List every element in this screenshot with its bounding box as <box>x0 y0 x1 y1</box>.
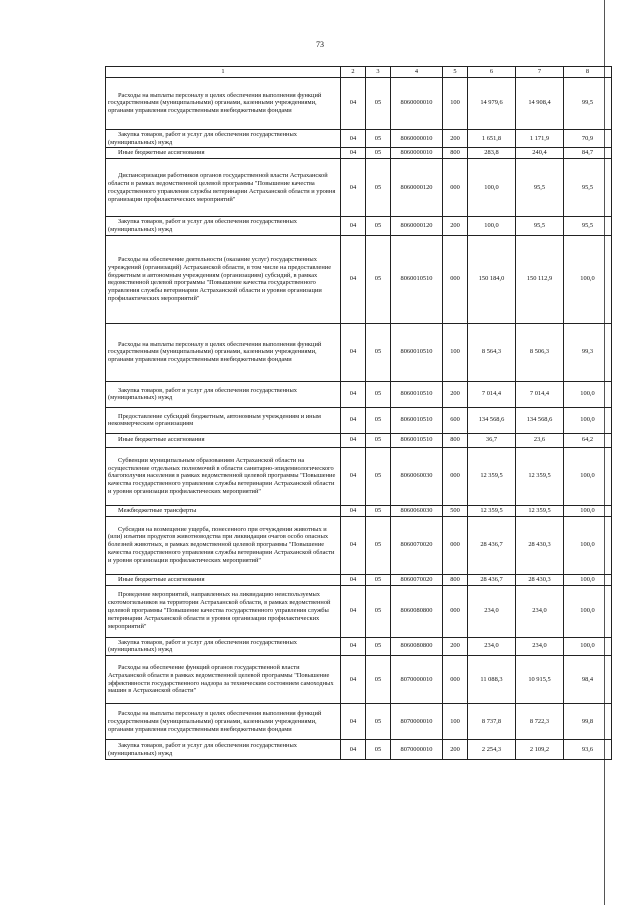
planned-amount: 234,0 <box>468 585 516 637</box>
executed-amount: 8 506,3 <box>516 323 564 381</box>
row-name: Предоставление субсидий бюджетным, автономным учреждениям и иным некоммерческим организациям <box>106 407 341 433</box>
row-name: Иные бюджетные ассигнования <box>106 148 341 159</box>
target-article-code: 8060060030 <box>391 505 443 516</box>
target-article-code: 8070000010 <box>391 740 443 760</box>
target-article-code: 8060000010 <box>391 129 443 148</box>
execution-percent: 95,5 <box>564 217 612 236</box>
executed-amount: 234,0 <box>516 585 564 637</box>
section-code: 04 <box>341 323 366 381</box>
section-code: 04 <box>341 704 366 740</box>
planned-amount: 28 436,7 <box>468 574 516 585</box>
subsection-code: 05 <box>366 574 391 585</box>
row-name: Расходы на выплаты персоналу в целях обеспечения выполнения функций государственными (муниципальными) органами, казенными учреждениями, органами управления государственными внебюджетными фондами <box>106 323 341 381</box>
executed-amount: 23,6 <box>516 433 564 447</box>
target-article-code: 8070000010 <box>391 704 443 740</box>
execution-percent: 93,6 <box>564 740 612 760</box>
row-name: Субсидия на возмещение ущерба, понесенного при отчуждении животных и (или) изъятии продуктов животноводства при ликвидации очагов особо опасных болезней животных, в рамках ведомственной целевой программы "Повышение качества государственного управления службы ветеринарии Астраханской области и уровня организации профилактических мероприятий" <box>106 516 341 574</box>
column-number: 3 <box>366 67 391 78</box>
table-row <box>106 433 612 447</box>
planned-amount: 2 254,3 <box>468 740 516 760</box>
subsection-code: 05 <box>366 704 391 740</box>
section-code: 04 <box>341 235 366 323</box>
row-name: Расходы на обеспечение деятельности (оказание услуг) государственных учреждений (организаций) Астраханской области, в том числе на предоставление бюджетным и автономным учреждениям (организациям) субсидий, в рамках ведомственной целевой программы "Повышение качества государственного управления службы ветеринарии Астраханской области и уровня организации профилактических мероприятий" <box>106 235 341 323</box>
column-number: 2 <box>341 67 366 78</box>
column-number: 7 <box>516 67 564 78</box>
target-article-code: 8060010510 <box>391 323 443 381</box>
section-code: 04 <box>341 656 366 704</box>
section-code: 04 <box>341 585 366 637</box>
section-code: 04 <box>341 574 366 585</box>
page-number: 73 <box>316 40 324 49</box>
row-name: Субвенции муниципальным образованиям Астраханской области на осуществление отдельных полномочий в области санитарно-эпидемиологического благополучия населения в рамках ведомственной целевой программы "Повышение качества государственного управления службы ветеринарии Астраханской области и уровня организации профилактических мероприятий" <box>106 447 341 505</box>
table-row <box>106 159 612 217</box>
table-row <box>106 574 612 585</box>
table-row <box>106 656 612 704</box>
expense-type-code: 600 <box>443 407 468 433</box>
executed-amount: 14 908,4 <box>516 77 564 129</box>
subsection-code: 05 <box>366 159 391 217</box>
expense-type-code: 000 <box>443 516 468 574</box>
target-article-code: 8060060030 <box>391 447 443 505</box>
planned-amount: 150 184,0 <box>468 235 516 323</box>
target-article-code: 8070000010 <box>391 656 443 704</box>
expense-type-code: 000 <box>443 585 468 637</box>
table-row <box>106 129 612 148</box>
section-code: 04 <box>341 637 366 656</box>
row-name: Проведение мероприятий, направленных на ликвидацию неиспользуемых скотомогильников на территории Астраханской области, в рамках ведомственной целевой программы "Повышение качества государственного управления службы ветеринарии Астраханской области и уровня организации профилактических мероприятий" <box>106 585 341 637</box>
execution-percent: 100,0 <box>564 381 612 407</box>
section-code: 04 <box>341 505 366 516</box>
column-numbers-row <box>106 67 612 78</box>
subsection-code: 05 <box>366 505 391 516</box>
table-row <box>106 407 612 433</box>
expense-type-code: 100 <box>443 323 468 381</box>
subsection-code: 05 <box>366 656 391 704</box>
row-name: Закупка товаров, работ и услуг для обеспечения государственных (муниципальных) нужд <box>106 217 341 236</box>
planned-amount: 1 651,8 <box>468 129 516 148</box>
subsection-code: 05 <box>366 323 391 381</box>
subsection-code: 05 <box>366 740 391 760</box>
execution-percent: 100,0 <box>564 235 612 323</box>
expense-type-code: 200 <box>443 381 468 407</box>
executed-amount: 7 014,4 <box>516 381 564 407</box>
target-article-code: 8060070020 <box>391 516 443 574</box>
execution-percent: 100,0 <box>564 407 612 433</box>
executed-amount: 10 915,5 <box>516 656 564 704</box>
table-row <box>106 217 612 236</box>
executed-amount: 1 171,9 <box>516 129 564 148</box>
planned-amount: 12 359,5 <box>468 447 516 505</box>
execution-percent: 100,0 <box>564 574 612 585</box>
executed-amount: 12 359,5 <box>516 447 564 505</box>
table-row <box>106 505 612 516</box>
column-number: 8 <box>564 67 612 78</box>
execution-percent: 99,8 <box>564 704 612 740</box>
section-code: 04 <box>341 148 366 159</box>
expense-type-code: 800 <box>443 148 468 159</box>
section-code: 04 <box>341 447 366 505</box>
execution-percent: 100,0 <box>564 585 612 637</box>
planned-amount: 7 014,4 <box>468 381 516 407</box>
section-code: 04 <box>341 740 366 760</box>
expense-type-code: 100 <box>443 77 468 129</box>
subsection-code: 05 <box>366 77 391 129</box>
planned-amount: 11 088,3 <box>468 656 516 704</box>
column-number: 5 <box>443 67 468 78</box>
target-article-code: 8060010510 <box>391 381 443 407</box>
row-name: Расходы на выплаты персоналу в целях обеспечения выполнения функций государственными (муниципальными) органами, казенными учреждениями, органами управления государственными внебюджетными фондами <box>106 77 341 129</box>
execution-percent: 100,0 <box>564 637 612 656</box>
executed-amount: 12 359,5 <box>516 505 564 516</box>
section-code: 04 <box>341 77 366 129</box>
target-article-code: 8060000120 <box>391 217 443 236</box>
executed-amount: 134 568,6 <box>516 407 564 433</box>
execution-percent: 100,0 <box>564 505 612 516</box>
table-body <box>106 77 612 759</box>
planned-amount: 100,0 <box>468 217 516 236</box>
subsection-code: 05 <box>366 516 391 574</box>
planned-amount: 12 359,5 <box>468 505 516 516</box>
planned-amount: 14 979,6 <box>468 77 516 129</box>
target-article-code: 8060010510 <box>391 407 443 433</box>
table-row <box>106 637 612 656</box>
planned-amount: 28 436,7 <box>468 516 516 574</box>
section-code: 04 <box>341 129 366 148</box>
subsection-code: 05 <box>366 129 391 148</box>
expense-type-code: 200 <box>443 129 468 148</box>
execution-percent: 70,9 <box>564 129 612 148</box>
planned-amount: 8 564,3 <box>468 323 516 381</box>
target-article-code: 8060000120 <box>391 159 443 217</box>
expense-type-code: 000 <box>443 656 468 704</box>
table-row <box>106 516 612 574</box>
expense-type-code: 200 <box>443 637 468 656</box>
column-number: 1 <box>106 67 341 78</box>
row-name: Иные бюджетные ассигнования <box>106 433 341 447</box>
subsection-code: 05 <box>366 447 391 505</box>
planned-amount: 36,7 <box>468 433 516 447</box>
target-article-code: 8060080800 <box>391 585 443 637</box>
subsection-code: 05 <box>366 407 391 433</box>
table-row <box>106 447 612 505</box>
execution-percent: 99,3 <box>564 323 612 381</box>
expense-type-code: 800 <box>443 574 468 585</box>
subsection-code: 05 <box>366 637 391 656</box>
section-code: 04 <box>341 159 366 217</box>
planned-amount: 8 737,8 <box>468 704 516 740</box>
row-name: Диспансеризация работников органов государственной власти Астраханской области в рамках ведомственной целевой программы "Повышение качества государственного управления службы ветеринарии Астраханской области и уровня организации профилактических мероприятий" <box>106 159 341 217</box>
row-name: Расходы на выплаты персоналу в целях обеспечения выполнения функций государственными (муниципальными) органами, казенными учреждениями, органами управления государственными внебюджетными фондами <box>106 704 341 740</box>
target-article-code: 8060000010 <box>391 77 443 129</box>
expense-type-code: 000 <box>443 159 468 217</box>
executed-amount: 8 722,3 <box>516 704 564 740</box>
target-article-code: 8060010510 <box>391 433 443 447</box>
row-name: Закупка товаров, работ и услуг для обеспечения государственных (муниципальных) нужд <box>106 129 341 148</box>
section-code: 04 <box>341 407 366 433</box>
table-row <box>106 235 612 323</box>
row-name: Межбюджетные трансферты <box>106 505 341 516</box>
planned-amount: 234,0 <box>468 637 516 656</box>
subsection-code: 05 <box>366 217 391 236</box>
execution-percent: 98,4 <box>564 656 612 704</box>
subsection-code: 05 <box>366 381 391 407</box>
table-row <box>106 323 612 381</box>
expense-type-code: 200 <box>443 217 468 236</box>
execution-percent: 100,0 <box>564 447 612 505</box>
section-code: 04 <box>341 217 366 236</box>
table-row <box>106 381 612 407</box>
target-article-code: 8060070020 <box>391 574 443 585</box>
executed-amount: 234,0 <box>516 637 564 656</box>
subsection-code: 05 <box>366 585 391 637</box>
subsection-code: 05 <box>366 148 391 159</box>
expense-type-code: 500 <box>443 505 468 516</box>
executed-amount: 28 430,3 <box>516 516 564 574</box>
expense-type-code: 800 <box>443 433 468 447</box>
section-code: 04 <box>341 516 366 574</box>
expense-type-code: 100 <box>443 704 468 740</box>
execution-percent: 64,2 <box>564 433 612 447</box>
planned-amount: 134 568,6 <box>468 407 516 433</box>
row-name: Расходы на обеспечение функций органов государственной власти Астраханской области в рамках ведомственной целевой программы "Повышение эффективности государственного надзора за техническим состоянием самоходных машин в Астраханской области" <box>106 656 341 704</box>
target-article-code: 8060010510 <box>391 235 443 323</box>
table-row <box>106 740 612 760</box>
executed-amount: 95,5 <box>516 159 564 217</box>
budget-table <box>105 66 612 760</box>
section-code: 04 <box>341 381 366 407</box>
column-number: 6 <box>468 67 516 78</box>
row-name: Закупка товаров, работ и услуг для обеспечения государственных (муниципальных) нужд <box>106 740 341 760</box>
expense-type-code: 000 <box>443 235 468 323</box>
table-row <box>106 704 612 740</box>
row-name: Закупка товаров, работ и услуг для обеспечения государственных (муниципальных) нужд <box>106 637 341 656</box>
execution-percent: 99,5 <box>564 77 612 129</box>
subsection-code: 05 <box>366 235 391 323</box>
column-number: 4 <box>391 67 443 78</box>
executed-amount: 28 430,3 <box>516 574 564 585</box>
section-code: 04 <box>341 433 366 447</box>
table-row <box>106 148 612 159</box>
planned-amount: 283,8 <box>468 148 516 159</box>
execution-percent: 100,0 <box>564 516 612 574</box>
target-article-code: 8060080800 <box>391 637 443 656</box>
subsection-code: 05 <box>366 433 391 447</box>
executed-amount: 2 109,2 <box>516 740 564 760</box>
row-name: Иные бюджетные ассигнования <box>106 574 341 585</box>
executed-amount: 95,5 <box>516 217 564 236</box>
executed-amount: 150 112,9 <box>516 235 564 323</box>
execution-percent: 95,5 <box>564 159 612 217</box>
table-row <box>106 585 612 637</box>
row-name: Закупка товаров, работ и услуг для обеспечения государственных (муниципальных) нужд <box>106 381 341 407</box>
planned-amount: 100,0 <box>468 159 516 217</box>
executed-amount: 240,4 <box>516 148 564 159</box>
table-row <box>106 77 612 129</box>
expense-type-code: 200 <box>443 740 468 760</box>
expense-type-code: 000 <box>443 447 468 505</box>
target-article-code: 8060000010 <box>391 148 443 159</box>
execution-percent: 84,7 <box>564 148 612 159</box>
